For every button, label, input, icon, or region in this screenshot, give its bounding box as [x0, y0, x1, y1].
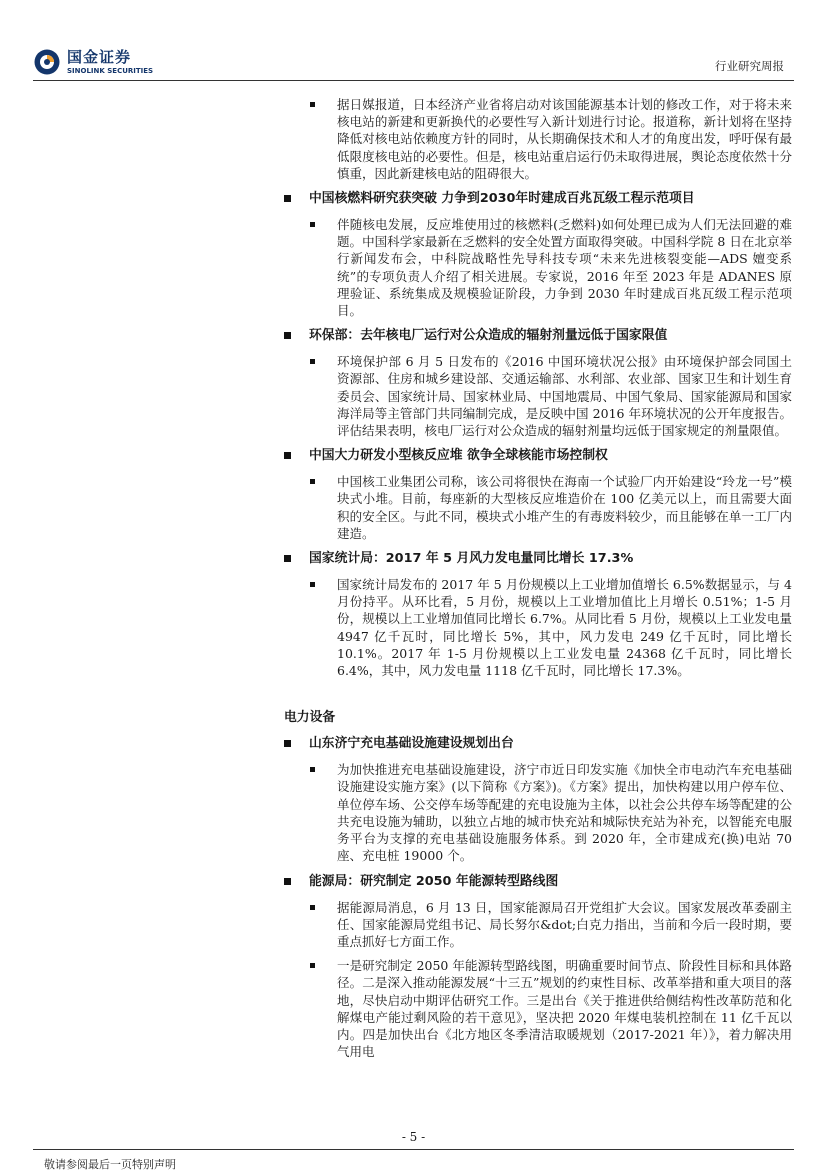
news-headline [309, 447, 789, 465]
news-paragraph [337, 216, 792, 319]
news-headline [309, 327, 789, 345]
sinolink-logo-icon [33, 48, 61, 76]
headline-text: 山东济宁充电基础设施建设规划出台 [309, 736, 514, 752]
paragraph-text: 环境保护部 6 月 5 日发布的《2016 中国环境状况公报》由环境保护部会同国土资源部、住房和城乡建设部、交通运输部、水利部、农业部、国家卫生和计划生育委员会、国家统计局、国家林业局、中国地震局、中国气象局、国家能源局和国家海洋局等主管部门共同编制完成，是反映中国 2016 年环境状况的公开年度报告。评估结果表明，核电厂运行对公众造成的辐射剂量均远低于国家规定的剂量限值。 [337, 354, 792, 439]
bullet-square-icon [310, 359, 315, 364]
heading-square-icon [284, 740, 291, 747]
report-type-label: 行业研究周报 [715, 59, 784, 73]
headline-text: 环保部：去年核电厂运行对公众造成的辐射剂量远低于国家限值 [309, 328, 668, 344]
headline-text: 中国大力研发小型核反应堆 欲争全球核能市场控制权 [309, 448, 608, 464]
paragraph-text: 中国核工业集团公司称，该公司将很快在海南一个试验厂内开始建设“玲龙一号”模块式小堆。目前，每座新的大型核反应堆造价在 100 亿美元以上，而且需要大面积的安全区。与此不同，模块式小堆产生的有毒废料较少，而且能够在单一工厂内建造。 [337, 474, 792, 541]
bullet-square-icon [310, 582, 315, 587]
news-headline [309, 735, 789, 753]
footer-divider [33, 1149, 794, 1150]
paragraph-text: 伴随核电发展，反应堆使用过的核燃料(乏燃料)如何处理已成为人们无法回避的难题。中国科学家最新在乏燃料的安全处置方面取得突破。中国科学院 8 日在北京举行新闻发布会，中科院战略性先导科技专项“未来先进核裂变能—ADS 嬗变系统”的专项负责人介绍了相关进展。专家说，2016 年至 2023 年是 ADANES 原理验证、系统集成及规模验证阶段，力争到 2030 年时建成百兆瓦级工程示范项目。 [337, 217, 792, 319]
news-headline [309, 190, 789, 208]
disclaimer-note: 敬请参阅最后一页特别声明 [44, 1158, 176, 1171]
news-paragraph [337, 353, 792, 439]
heading-square-icon [284, 878, 291, 885]
paragraph-text: 据能源局消息，6 月 13 日，国家能源局召开党组扩大会议。国家发展改革委副主任、国家能源局党组书记、局长努尔&dot;白克力指出，当前和今后一段时期，要重点抓好七方面工作。 [337, 899, 792, 949]
news-paragraph [337, 957, 792, 1060]
bullet-square-icon [310, 222, 315, 227]
headline-text: 中国核燃料研究获突破 力争到2030年时建成百兆瓦级工程示范项目 [309, 191, 695, 207]
headline-text: 能源局：研究制定 2050 年能源转型路线图 [309, 873, 559, 889]
bullet-square-icon [310, 767, 315, 772]
paragraph-text: 据日媒报道，日本经济产业省将启动对该国能源基本计划的修改工作，对于将未来核电站的新建和更新换代的必要性写入新计划进行讨论。报道称，新计划将在坚持降低对核电站依赖度方针的同时，从长期确保技术和人才的角度出发，呼吁保有最低限度核电站的必要性。但是，核电站重启运行仍未取得进展，舆论态度依然十分慎重，因此新建核电站的阻碍很大。 [337, 97, 792, 181]
bullet-square-icon [310, 479, 315, 484]
news-paragraph [337, 473, 792, 542]
logo-english-name: SINOLINK SECURITIES [67, 67, 154, 75]
bullet-square-icon [310, 102, 315, 107]
paragraph-text: 一是研究制定 2050 年能源转型路线图，明确重要时间节点、阶段性目标和具体路径。二是深入推动能源发展“十三五”规划的约束性目标、改革举措和重大项目的落地，尽快启动中期评估研究工作。三是出台《关于推进供给侧结构性改革防范和化解煤电产能过剩风险的若干意见》，坚决把 2020 年煤电装机控制在 11 亿千瓦以内。四是加快出台《北方地区冬季清洁取暖规划（2017-2021 年）》，着力解决用气用电 [337, 958, 792, 1060]
header-divider [33, 80, 794, 81]
heading-square-icon [284, 332, 291, 339]
bullet-square-icon [310, 963, 315, 968]
news-paragraph [337, 761, 792, 864]
paragraph-text: 国家统计局发布的 2017 年 5 月份规模以上工业增加值增长 6.5%数据显示，与 4 月份持平。从环比看，5 月份，规模以上工业增加值比上月增长 0.51%；1-5 月份，规模以上工业增加值同比增长 6.7%。从同比看 5 月份，规模以上工业发电量 4947 亿千瓦时，同比增长 5%，其中，风力发电 249 亿千瓦时，同比增长 10.1%。2017 年 1-5 月份规模以上工业发电量 24368 亿千瓦时，同比增长 6.4%，其中，风力发电量 1118 亿千瓦时，同比增长 17.3%。 [337, 577, 792, 679]
heading-square-icon [284, 452, 291, 459]
heading-square-icon [284, 195, 291, 202]
page-body [0, 96, 827, 1067]
news-paragraph [337, 96, 792, 182]
heading-square-icon [284, 555, 291, 562]
news-headline [309, 873, 789, 891]
page-header [0, 0, 827, 82]
logo-chinese-name: 国金证券 [67, 48, 132, 66]
page-number: - 5 - [401, 1130, 426, 1144]
headline-text: 国家统计局：2017 年 5 月风力发电量同比增长 17.3% [309, 551, 634, 567]
company-logo [33, 48, 163, 78]
page-footer [0, 1130, 827, 1170]
section-title: 电力设备 [284, 710, 336, 726]
bullet-square-icon [310, 905, 315, 910]
paragraph-text: 为加快推进充电基础设施建设，济宁市近日印发实施《加快全市电动汽车充电基础设施建设实施方案》(以下简称《方案》)。《方案》提出，加快构建以用户停车位、单位停车场、公交停车场等配建的充电设施为主体，以社会公共停车场等配建的公共充电设施为辅助，以独立占地的城市快充站和城际快充站为补充，以智能充电服务平台为支撑的充电基础设施服务体系。到 2020 年，全市建成充(换)电站 70 座、充电桩 19000 个。 [337, 762, 792, 864]
news-headline [309, 550, 789, 568]
news-paragraph [337, 899, 792, 951]
news-paragraph [337, 576, 792, 679]
